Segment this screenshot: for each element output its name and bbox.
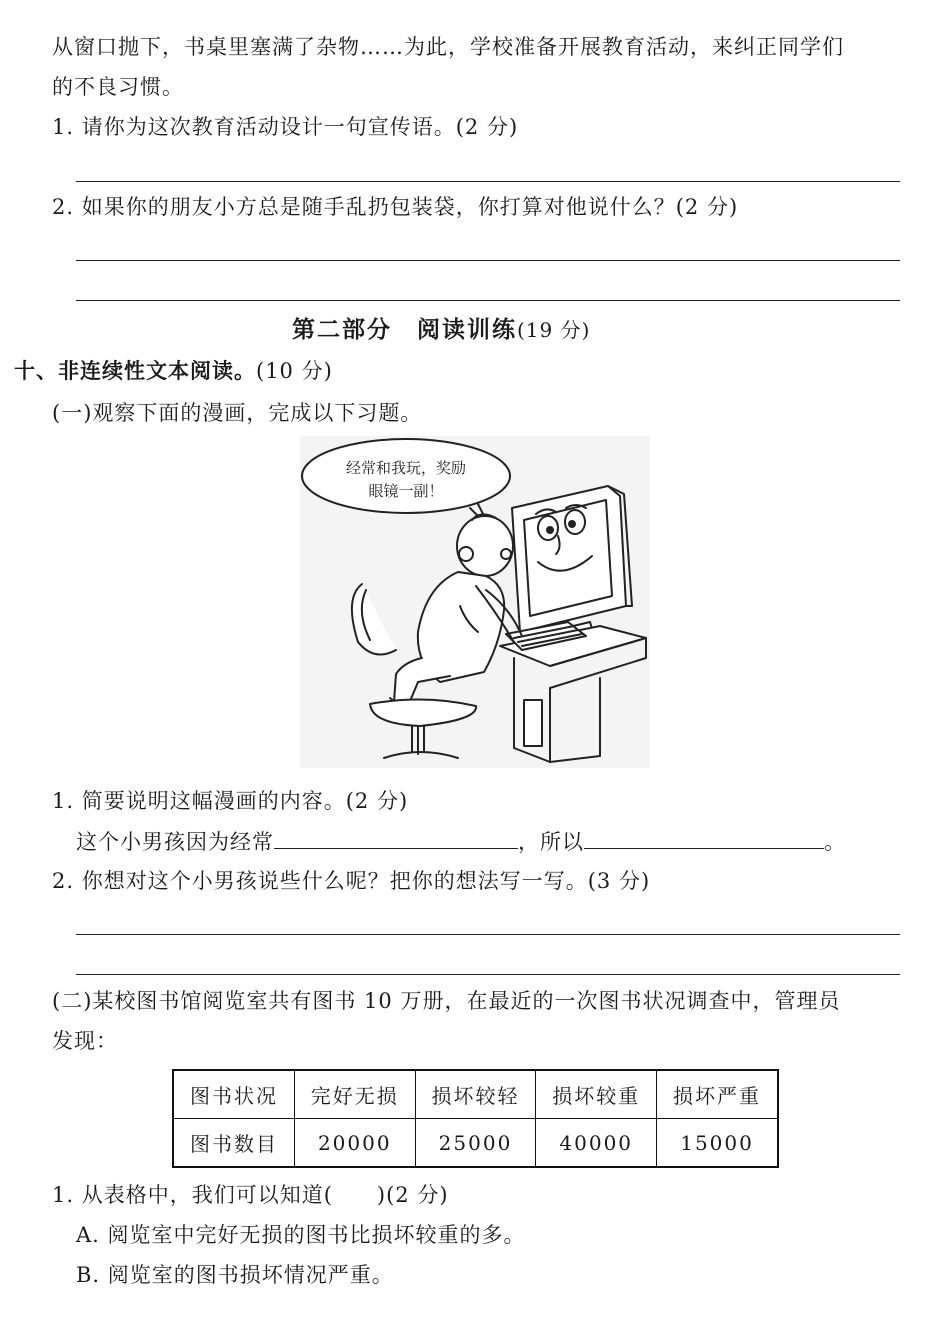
answer-line-q2-a[interactable]: [76, 260, 900, 261]
fill-end: 。: [824, 830, 846, 854]
table-cell: 25000: [415, 1119, 536, 1168]
answer-line-sub1-q2-a[interactable]: [76, 934, 900, 935]
fill-blank-1[interactable]: [274, 826, 518, 849]
cartoon-image: [300, 436, 650, 768]
subsection-2-question-1: 1. 从表格中，我们可以知道( )(2 分): [52, 1183, 449, 1207]
intro-line-1: 从窗口抛下，书桌里塞满了杂物……为此，学校准备开展教育活动，来纠正同学们: [52, 35, 844, 59]
table-header-cell: 损坏严重: [657, 1070, 778, 1119]
speech-bubble-line-2: 眼镜一副！: [368, 482, 444, 500]
question-1: 1. 请你为这次教育活动设计一句宣传语。(2 分): [52, 115, 519, 139]
table-header-row: [173, 1070, 778, 1119]
option-a[interactable]: A. 阅览室中完好无损的图书比损坏较重的多。: [76, 1223, 526, 1247]
subsection-1-question-2: 2. 你想对这个小男孩说些什么呢？把你的想法写一写。(3 分): [52, 869, 651, 893]
part-2-title: 第二部分 阅读训练: [292, 316, 517, 343]
question-2: 2. 如果你的朋友小方总是随手乱扔包装袋，你打算对他说什么？(2 分): [52, 195, 739, 219]
fill-in-sentence: [76, 826, 846, 857]
speech-bubble-line-1: 经常和我玩，奖励: [345, 459, 467, 477]
section-10-heading: [14, 356, 333, 386]
subsection-2-line-1: (二)某校图书馆阅览室共有图书 10 万册，在最近的一次图书状况调查中，管理员: [52, 989, 841, 1013]
answer-line-q1[interactable]: [76, 181, 900, 182]
subsection-1-title: (一)观察下面的漫画，完成以下习题。: [52, 401, 423, 425]
table-header-cell: 图书状况: [173, 1070, 294, 1119]
table-cell: 20000: [294, 1119, 415, 1168]
part-2-score: (19 分): [517, 318, 591, 342]
table-row: [173, 1119, 778, 1168]
section-10-score: (10 分): [256, 359, 333, 383]
option-b[interactable]: B. 阅览室的图书损坏情况严重。: [76, 1263, 394, 1287]
table-header-cell: 完好无损: [294, 1070, 415, 1119]
table-cell: 图书数目: [173, 1119, 294, 1168]
intro-line-2: 的不良习惯。: [52, 75, 184, 99]
answer-line-q2-b[interactable]: [76, 300, 900, 301]
fill-blank-2[interactable]: [584, 826, 824, 849]
fill-prefix: 这个小男孩因为经常: [76, 830, 274, 854]
book-status-table: [172, 1069, 779, 1168]
part-2-heading: [292, 315, 590, 345]
table-header-cell: 损坏较重: [536, 1070, 657, 1119]
fill-mid: ，所以: [518, 830, 584, 854]
subsection-1-question-1: 1. 简要说明这幅漫画的内容。(2 分): [52, 789, 409, 813]
table-cell: 40000: [536, 1119, 657, 1168]
answer-line-sub1-q2-b[interactable]: [76, 974, 900, 975]
table-cell: 15000: [657, 1119, 778, 1168]
section-10-title: 十、非连续性文本阅读。: [14, 358, 256, 383]
subsection-2-line-2: 发现：: [52, 1029, 118, 1053]
table-header-cell: 损坏较轻: [415, 1070, 536, 1119]
